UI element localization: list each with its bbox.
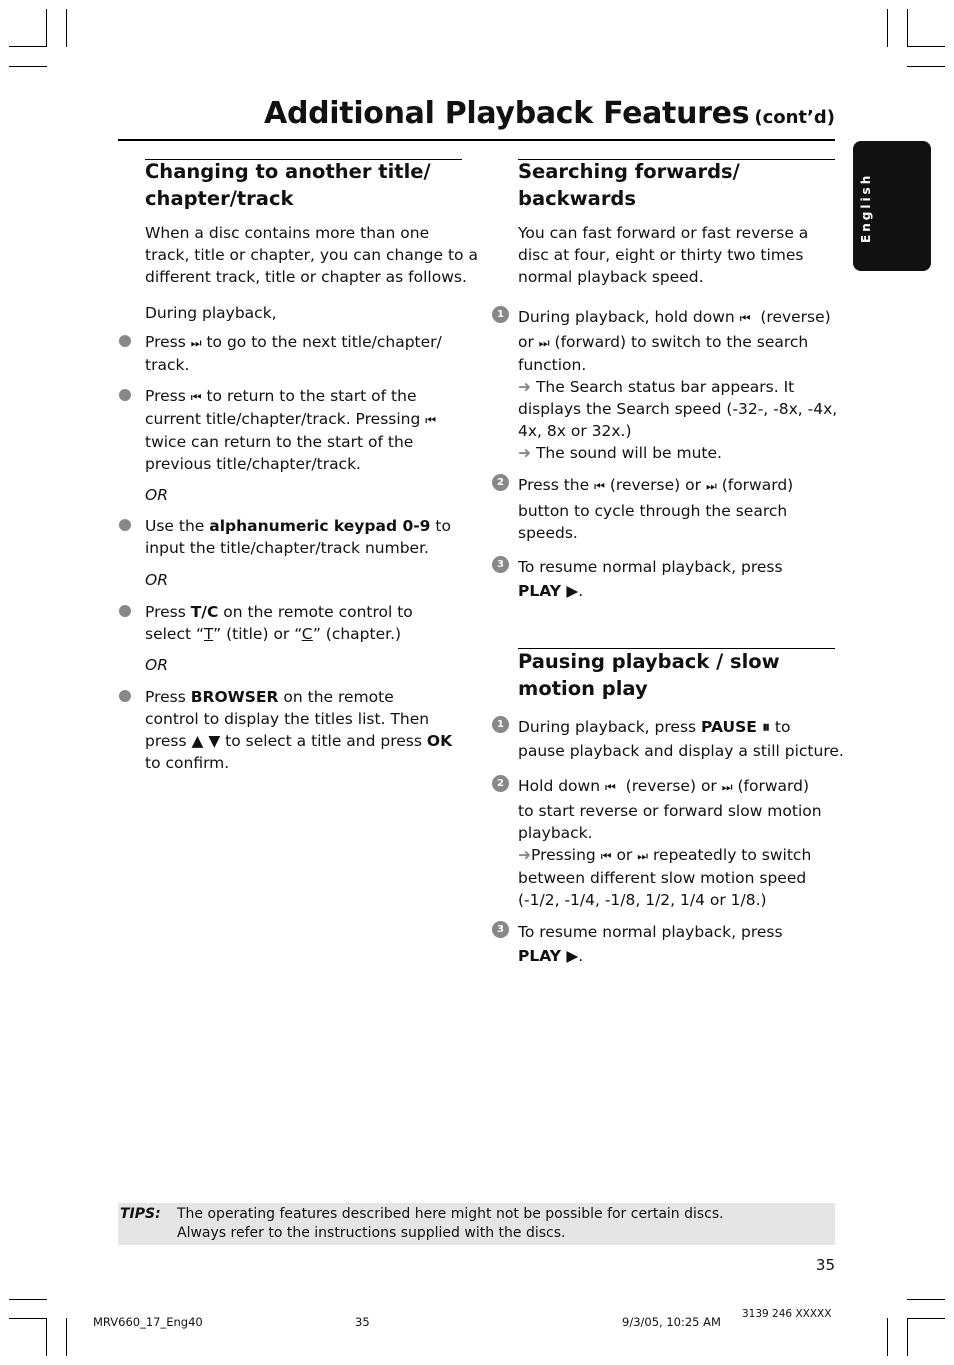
- step-item: To resume normal playback, press PLAY ▶.: [518, 923, 783, 965]
- crop-mark: [907, 9, 908, 47]
- crop-mark: [9, 1299, 47, 1300]
- arrow-icon: ➜: [518, 846, 531, 864]
- bullet-icon: [119, 605, 131, 617]
- step-item: During playback, press PAUSE ⏸ to pause playback and display a still picture.: [518, 718, 844, 760]
- crop-mark: [907, 1318, 908, 1356]
- footer-file: MRV660_17_Eng40: [93, 1315, 203, 1329]
- step-item: To resume normal playback, press PLAY ▶.: [518, 558, 783, 600]
- previous-icon: ⏮: [190, 390, 202, 404]
- arrow-icon: ➜: [518, 378, 531, 396]
- list-item: Press BROWSER on the remote control to display the titles list. Then press ▲ ▼ to select a title and press OK to confirm.: [145, 688, 453, 772]
- previous-icon: ⏮: [600, 849, 612, 863]
- language-tab: [853, 141, 931, 271]
- next-icon: ⏭: [721, 780, 733, 794]
- step-number-badge: 1: [492, 306, 509, 323]
- next-icon: ⏭: [705, 479, 717, 493]
- or-text: OR: [145, 486, 168, 504]
- step-number-badge: 3: [492, 921, 509, 938]
- search-intro-paragraph: You can fast forward or fast reverse a disc at four, eight or thirty two times normal playback speed.: [518, 224, 809, 286]
- page-title-suffix: (cont’d): [754, 107, 835, 128]
- previous-icon: ⏮: [425, 413, 437, 427]
- crop-mark: [887, 9, 888, 47]
- footer-code: 3139 246 XXXXX: [742, 1308, 832, 1320]
- crop-mark: [9, 66, 47, 67]
- step-item: Hold down ⏮ (reverse) or ⏭ (forward) to start reverse or forward slow motion playback. ➜Pressing ⏮ or ⏭ repeatedly to switch between different slow motion speed (-1/2, -1/4, -1/8, 1/2, 1/4 or 1/8.): [518, 777, 822, 909]
- step-number-badge: 2: [492, 775, 509, 792]
- title-rule: [118, 139, 835, 141]
- step-item: During playback, hold down ⏮ (reverse) or ⏭ (forward) to switch to the search function. ➜ The Search status bar appears. It displays the Search speed (-32-, -8x, -4x, 4x, 8x or 32x.) ➜ The sound will be mute.: [518, 308, 838, 462]
- language-tab-label: English: [859, 172, 873, 243]
- crop-mark: [907, 1318, 945, 1319]
- bullet-icon: [119, 690, 131, 702]
- page-title: [118, 96, 835, 131]
- list-item: Press ⏮ to return to the start of the current title/chapter/track. Pressing ⏮ twice can return to the start of the previous title/chapter/track.: [145, 387, 437, 473]
- section-heading-searching: Searching forwards/ backwards: [518, 160, 740, 210]
- step-number-badge: 3: [492, 556, 509, 573]
- tips-box: [118, 1203, 835, 1245]
- crop-mark: [46, 1318, 47, 1356]
- bullet-icon: [119, 519, 131, 531]
- crop-mark: [907, 46, 945, 47]
- previous-icon: ⏮: [594, 479, 605, 493]
- during-playback-text: During playback,: [145, 304, 277, 322]
- footer-date: 9/3/05, 10:25 AM: [622, 1315, 721, 1329]
- previous-icon: ⏮: [604, 780, 616, 794]
- list-item: Use the alphanumeric keypad 0-9 to input the title/chapter/track number.: [145, 517, 451, 557]
- crop-mark: [9, 1318, 47, 1319]
- crop-mark: [887, 1318, 888, 1356]
- previous-icon: ⏮: [739, 311, 751, 325]
- crop-mark: [9, 46, 47, 47]
- next-icon: ⏭: [190, 336, 202, 350]
- tips-line: Always refer to the instructions supplied with the discs.: [177, 1225, 566, 1241]
- section-heading-changing: Changing to another title/ chapter/track: [145, 160, 431, 210]
- step-number-badge: 1: [492, 716, 509, 733]
- next-icon: ⏭: [637, 849, 649, 863]
- crop-mark: [66, 9, 67, 47]
- intro-paragraph: When a disc contains more than one track, title or chapter, you can change to a different track, title or chapter as follows.: [145, 224, 478, 286]
- bullet-icon: [119, 389, 131, 401]
- list-item: Press ⏭ to go to the next title/chapter/ track.: [145, 333, 442, 374]
- crop-mark: [907, 1299, 945, 1300]
- step-number-badge: 2: [492, 474, 509, 491]
- tips-label: TIPS:: [120, 1206, 161, 1222]
- crop-mark: [66, 1318, 67, 1356]
- section-heading-pausing: Pausing playback / slow motion play: [518, 650, 780, 700]
- crop-mark: [46, 9, 47, 47]
- bullet-icon: [119, 335, 131, 347]
- footer-page: 35: [355, 1315, 370, 1329]
- crop-mark: [907, 66, 945, 67]
- or-text: OR: [145, 571, 168, 589]
- list-item: Press T/C on the remote control to select “T” (title) or “C” (chapter.): [145, 603, 413, 643]
- next-icon: ⏭: [538, 336, 550, 350]
- arrow-icon: ➜: [518, 444, 531, 462]
- tips-line: The operating features described here might not be possible for certain discs.: [177, 1206, 724, 1222]
- page-title-main: Additional Playback Features: [264, 96, 750, 131]
- step-item: Press the ⏮ (reverse) or ⏭ (forward) button to cycle through the search speeds.: [518, 476, 794, 542]
- page-number: 35: [815, 1256, 835, 1274]
- or-text: OR: [145, 656, 168, 674]
